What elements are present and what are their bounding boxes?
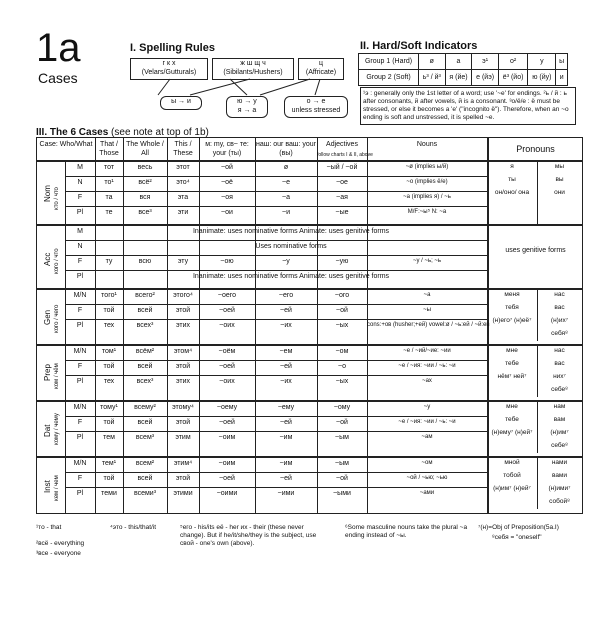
gen-case-label: Gen [43,309,52,325]
row-divider [65,191,487,192]
table-cell: этих [175,378,191,385]
table-cell: ~ою [220,258,234,265]
pronoun-singular: (н)им⁷ (н)ей⁷ [493,485,531,492]
pronoun-plural: вам [553,416,566,423]
pronoun-singular: тебе [505,416,519,423]
chart-number: 1a [36,26,81,70]
footnote-6: ⁶Some masculine nouns take the plural ~а ending instead of ~ы. [345,524,468,539]
table-cell: эта [177,194,189,201]
table-cell: ~ых [335,322,349,329]
gender-label: Pl [76,434,84,441]
column-header: The Whole / All [126,141,164,157]
table-cell: ~е / ~ий/~ие: ~ии [403,348,451,354]
table-cell: ~ими [277,490,295,497]
gender-label: M/N [73,404,87,411]
pronoun-singular: меня [504,291,520,298]
gender-label: M/N [73,292,87,299]
pronoun-note: uses genitive forms [505,247,566,254]
table-cell: всей [137,363,153,370]
merged-row-text: Inanimate: uses nominative forms Animate: uses genitive forms [192,228,390,235]
table-cell: ~им [279,460,293,467]
table-cell: ~им [279,434,293,441]
row-divider [65,270,487,271]
table-cell: той [103,475,115,482]
table-cell: ~ой [221,164,233,171]
gender-label: N [77,243,83,250]
acc-question: кого / что [54,248,60,274]
table-cell: то¹ [104,179,114,186]
table-cell: тот [103,164,115,171]
table-cell: ~ая [336,194,348,201]
table-cell: ~ом [335,348,349,355]
column-header: This / These [173,141,193,157]
merged-row-text: Inanimate: uses nominative forms Animate: uses genitive forms [192,273,390,280]
table-cell: ~о [338,363,346,370]
table-cell: ~ах [422,378,432,384]
table-cell: тех [103,378,115,385]
pronoun-plural: себя⁸ [551,330,568,337]
pronoun-singular: мной [504,459,520,466]
chart-subtitle: Cases [38,70,78,86]
table-cell: ~оей [219,475,235,482]
footnote-1: ¹то - that [36,524,62,531]
table-cell: ~у / ~ь; ~ь [412,258,442,264]
table-cell: ~их [280,322,292,329]
table-cell: этим [175,434,191,441]
table-cell: ~ого [334,292,350,299]
table-cell: ~оей [219,307,235,314]
velars-box: г к х (Velars/Gutturals) [130,58,208,80]
table-cell: этой [175,475,191,482]
row-divider [65,360,487,361]
table-cell: все³ [138,209,152,216]
table-cell: ~ыми [333,490,351,497]
table-cell: этой [175,419,191,426]
column-header: м: my, св~ те: your (ты) [205,141,249,157]
table-cell: всеми³ [133,490,157,497]
pronoun-singular: (н)его⁷ (н)её⁷ [492,317,532,324]
footnote-3: ³все - everyone [36,550,81,557]
table-cell: ~ами [419,490,435,496]
adjectives-note: follow charts I & II, above [317,152,373,158]
row-divider [65,487,487,488]
row-divider [65,304,487,305]
row-divider [65,240,487,241]
footnote-8: ⁸себя = "oneself" [492,534,542,541]
dat-question: кому / чему [54,412,60,445]
table-cell: те [105,209,113,216]
footnote-2: ²всё - everything [36,540,85,547]
table-cell: ~ам [421,434,433,440]
table-cell: ~оё [221,179,233,186]
table-cell: всей [137,307,153,314]
table-cell: ~оим [218,460,236,467]
gender-label: Pl [76,273,84,280]
gender-label: Pl [76,490,84,497]
merged-row-text: Uses nominative forms [255,243,327,250]
table-cell: том¹ [101,348,117,355]
pronoun-singular: (н)ему⁷ (н)ей⁷ [491,429,533,436]
table-cell: всего² [135,292,155,299]
table-cell: той [103,307,115,314]
result-y-to-i: ы → и [160,96,202,110]
table-cell: тех [103,322,115,329]
column-header: That / Those [99,141,119,157]
table-cell: ~ые [335,209,349,216]
pronoun-plural: вы [555,176,564,183]
table-cell: ~о (implies ё/е) [406,179,448,185]
prep-case-label: Prep [43,363,52,381]
table-cell: этой [175,307,191,314]
pronoun-singular: тебе [505,360,519,367]
column-header: наш: our ваш: your (вы) [256,141,316,157]
pronoun-plural: себе⁸ [551,442,568,449]
pronoun-singular: мне [506,403,518,410]
table-cell: ~оих [219,322,235,329]
table-cell: ~оей [219,419,235,426]
table-cell: ~оими [216,490,238,497]
pronoun-singular: ты [508,176,516,183]
gender-label: M [77,164,83,171]
gender-label: Pl [76,322,84,329]
footnote-4: ⁴это - this/that/it [110,524,157,531]
pronoun-plural: них⁷ [553,373,566,380]
pronoun-plural: (н)их⁷ [550,317,569,324]
table-cell: той [103,363,115,370]
table-cell: всем³ [135,434,155,441]
pronoun-singular: он/оно/ она [494,189,530,196]
column-header: Adjectives [326,141,358,148]
table-cell: вся [139,194,151,201]
pronoun-plural: нас [554,347,565,354]
pronoun-plural: нами [551,459,568,466]
table-cell: ~ой [336,475,348,482]
result-o-to-e: о → е unless stressed [284,96,348,118]
pronoun-plural: вами [551,472,568,479]
pronoun-plural: вас [554,304,565,311]
result-yu-ya: ю → у я → а [226,96,268,118]
table-cell: всем² [135,460,155,467]
table-cell: всех³ [136,322,154,329]
table-cell: этих [175,322,191,329]
inst-case-label: Inst [43,479,52,493]
gender-label: M/N [73,348,87,355]
gender-label: F [77,363,83,370]
table-cell: ~ой / ~ью; ~ью [406,475,448,481]
table-cell: этому⁴ [172,404,194,411]
pronoun-plural: (н)ими⁷ [548,485,571,492]
gender-label: F [77,475,83,482]
gender-label: F [77,194,83,201]
table-cell: этими [173,490,193,497]
table-cell: ~ей [280,475,292,482]
pronoun-plural: себе⁸ [551,386,568,393]
table-cell: ~оей [219,363,235,370]
spelling-arrows [150,78,340,98]
table-cell: ~оему [216,404,238,411]
gender-label: M/N [73,460,87,467]
table-cell: ~а (implies я) / ~ь [403,194,451,200]
table-cell: ~ø (implies ы/й) [405,164,449,170]
table-cell: это⁴ [176,179,190,186]
footnote-5: ⁵его - his/its её - her их - their (these never change). But if he/it/she/they is the subject, use свой - one's own (above). [180,524,317,547]
table-cell: ~а [423,292,431,298]
table-row: Group 2 (Soft) ь³ / й³ я (йе) е (йэ) ё³ (йо) ю (йу) и [359,70,568,86]
table-cell: всему² [134,404,156,411]
table-cell: ~у [282,258,290,265]
table-cell: эти [177,209,189,216]
table-cell: ~их [280,378,292,385]
row-divider [65,206,487,207]
nom-question: кто / что [54,187,60,210]
table-cell: этого⁴ [173,292,193,299]
table-cell: ~ей [280,419,292,426]
table-cell: ~е [282,179,290,186]
pronoun-singular: тобой [503,472,521,479]
nom-case-label: Nom [43,185,52,202]
table-cell: ~ым [335,460,349,467]
table-cell: той [103,419,115,426]
table-cell: M/F:~ы⁵ N: ~а [407,209,447,215]
table-cell: та [105,194,113,201]
table-cell: ~оих [219,378,235,385]
table-cell: этот [176,164,190,171]
pronoun-plural: нас [554,291,565,298]
table-cell: ~ое [336,179,348,186]
table-row: Group 1 (Hard) ø а э¹ о² у ы [359,54,568,70]
table-cell: ~ой [336,307,348,314]
table-cell: ~ым [335,434,349,441]
hardsoft-note: ¹э : generally only the 1st letter of a word; use '~е' for endings. ²ь / й : ь after consonants, й after vowels, й is a consonant. ³о/ё/е : ё must be stressed, or else it becomes a 'е' ("incognito ё"). Therefore, when an ~о ending is soft and unstressed, it is spelled ~е. [360,87,576,125]
column-header: Nouns [416,141,438,148]
table-cell: ~ои [221,209,233,216]
row-divider [65,319,487,320]
table-cell: теми [101,490,117,497]
table-cell: всех³ [136,378,154,385]
table-cell: cons:+ов (husher;+ей) vowel:ø / ~ь:ей / ~й:ев [367,322,490,328]
table-cell: ~а [282,194,290,201]
hardsoft-table [358,53,568,86]
table-cell: ~ому [333,404,351,411]
sibilants-box: ж ш щ ч (Sibilants/Hushers) [212,58,294,80]
dat-case-label: Dat [43,424,52,437]
table-cell: ~е / ~ия: ~ии / ~ь: ~и [398,419,456,425]
pronoun-singular: мне [506,347,518,354]
row-divider [65,176,487,177]
gender-label: M [77,228,83,235]
table-cell: ~ей [280,363,292,370]
table-cell: этой [175,363,191,370]
row-divider [65,255,487,256]
pronoun-singular: я [510,163,514,170]
hardsoft-heading: II. Hard/Soft Indicators [360,40,478,52]
gender-label: Pl [76,378,84,385]
pronoun-plural: вас [554,360,565,367]
gender-label: F [77,258,83,265]
table-cell: всю [138,258,152,265]
table-cell: ~ей [280,307,292,314]
table-cell: ~у [423,404,431,410]
table-cell: ~оим [218,434,236,441]
cases-table [36,137,583,514]
pronoun-plural: собой⁸ [549,498,570,505]
table-cell: эту [177,258,189,265]
table-cell: всей [137,475,153,482]
row-divider [65,431,487,432]
table-cell: ~оего [217,292,237,299]
table-cell: тем¹ [101,460,117,467]
table-cell: ту [105,258,113,265]
col-header-case: Case: Who/What [39,141,93,148]
pronoun-plural: они [554,189,565,196]
table-cell: весь [137,164,153,171]
table-cell: всё² [138,179,152,186]
table-cell: ~ы [423,307,431,313]
pronoun-plural: (н)им⁷ [550,429,569,436]
table-cell: ~его [278,292,294,299]
pronoun-singular: тебя [505,304,519,311]
table-cell: ~ый / ~ой [326,164,358,171]
pronouns-header: Pronouns [516,144,555,154]
gen-question: кого / чего [54,304,60,333]
row-divider [65,375,487,376]
table-cell: ~ем [279,348,293,355]
pronoun-plural: мы [554,163,565,170]
section-divider [37,224,582,226]
table-cell: тем [103,434,115,441]
row-divider [65,416,487,417]
table-cell: этом⁴ [173,348,193,355]
gender-label: F [77,419,83,426]
table-cell: ~ему [277,404,295,411]
table-cell: ~ом [421,460,433,466]
table-cell: тому¹ [100,404,118,411]
table-cell: всём² [135,348,155,355]
cases-heading: III. The 6 Cases (see note at top of 1b) [36,127,209,138]
table-cell: ~и [282,209,290,216]
table-cell: ~ых [335,378,349,385]
inst-question: кем / чем [54,474,60,501]
table-cell: ~оём [218,348,236,355]
affricate-box: ц (Affricate) [298,58,344,80]
gender-label: F [77,307,83,314]
table-cell: ~оя [221,194,233,201]
pronoun-singular: нём⁷ ней⁷ [497,373,527,380]
pronoun-plural: нам [553,403,566,410]
table-cell: того¹ [101,292,117,299]
footnote-7: ⁷(н)=Obj of Preposition(5a.I) [478,524,559,531]
gender-label: Pl [76,209,84,216]
row-divider [65,472,487,473]
table-cell: ø [283,164,289,171]
table-cell: ~ой [336,419,348,426]
prep-question: ком / чём [54,362,60,389]
table-cell: всей [137,419,153,426]
table-cell: ~ую [335,258,349,265]
table-cell: этим⁴ [173,460,193,467]
acc-case-label: Acc [43,252,52,266]
table-cell: ~е / ~ия: ~ии / ~ь: ~и [398,363,456,369]
gender-label: N [77,179,83,186]
spelling-heading: I. Spelling Rules [130,42,215,54]
